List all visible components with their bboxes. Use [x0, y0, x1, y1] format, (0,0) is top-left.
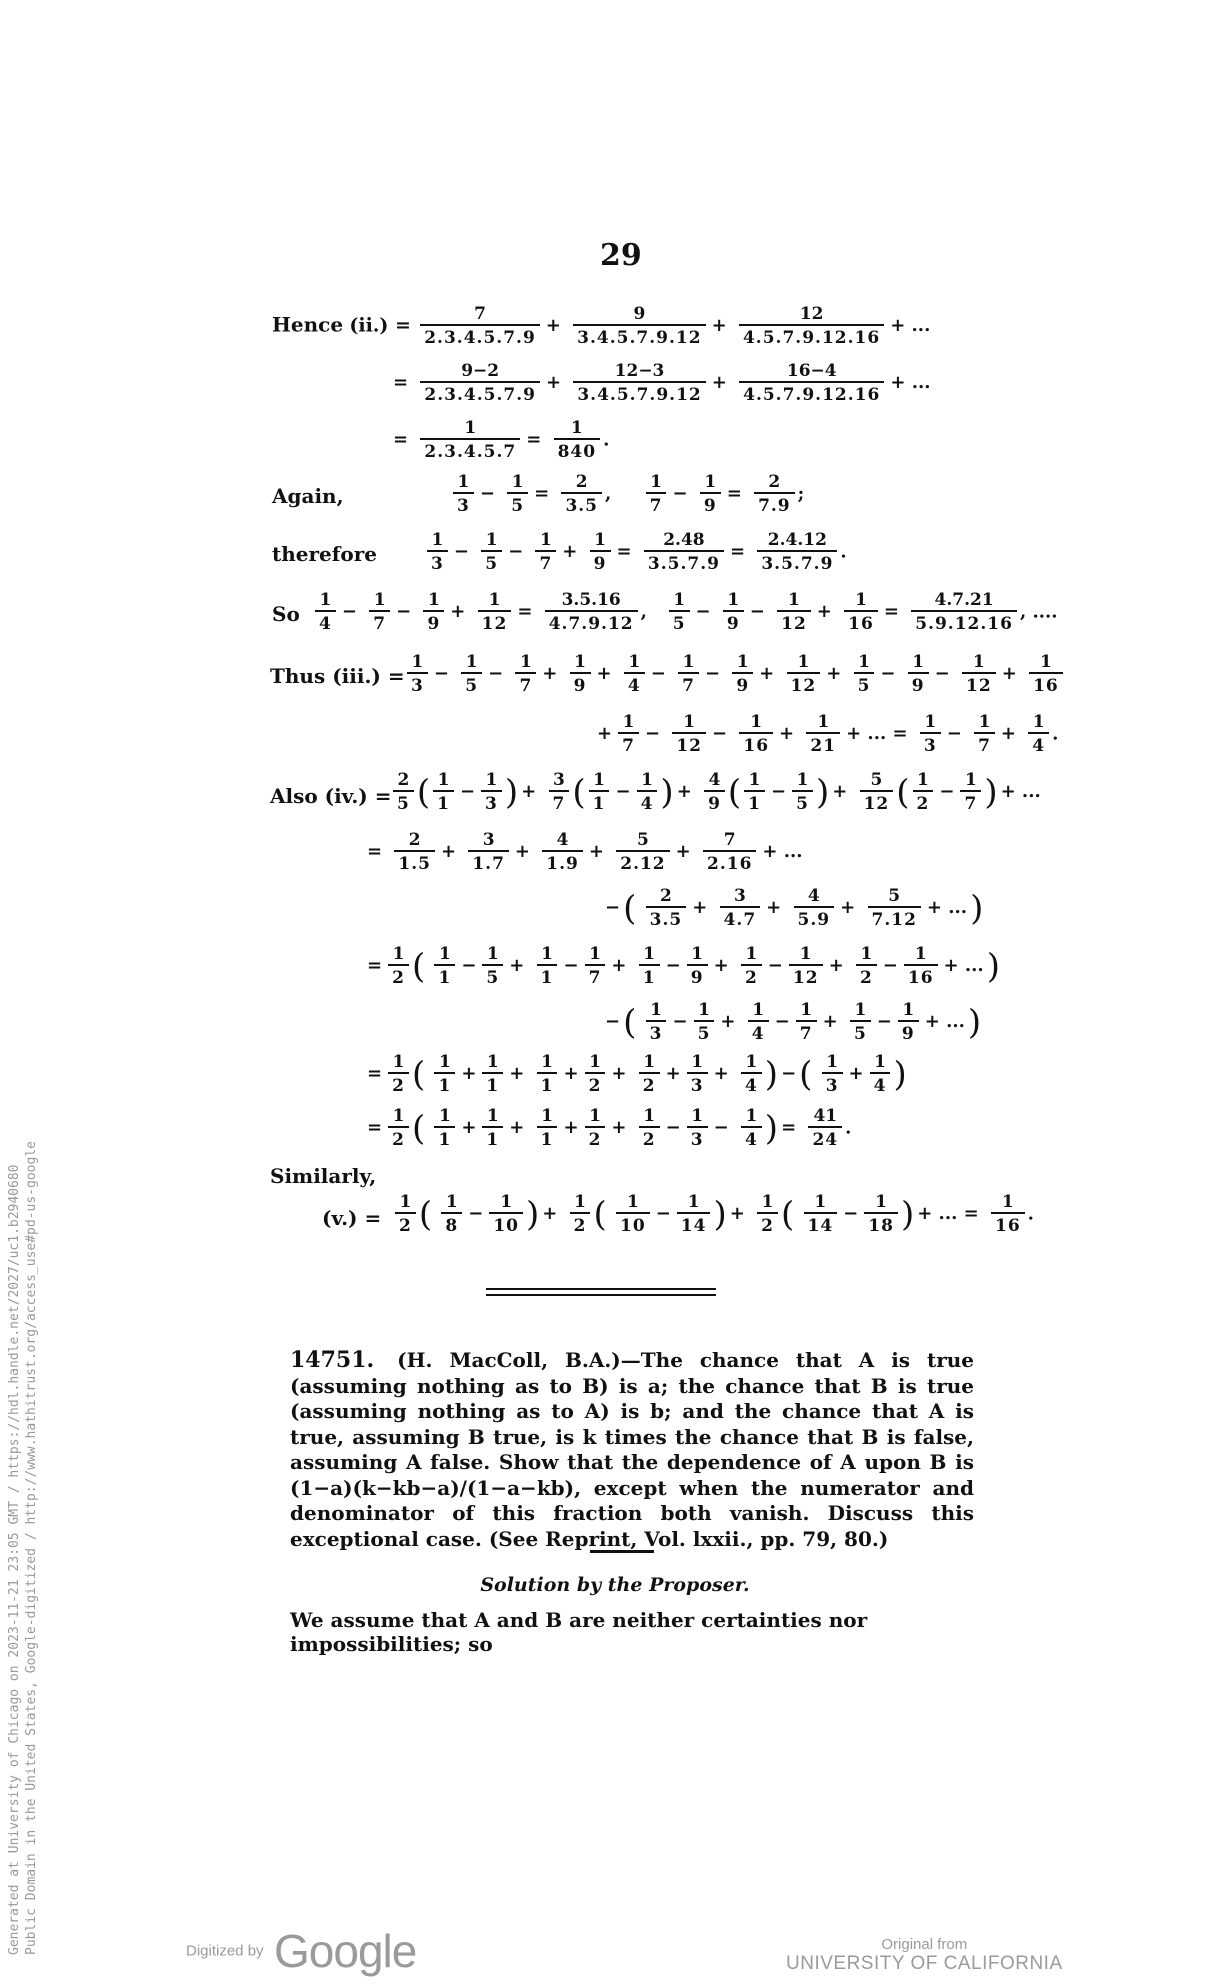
- side-watermark-line1: Generated at University of Chicago on 2023-11-21 23:05 GMT / https://hdl.handle.net/2027/uc1.b2940680: [7, 1164, 22, 1955]
- equation-iv-line7: = $\frac{1}{2}$ ( $\frac{1}{1}$ + $\frac{1}{1}$ + $\frac{1}{1}$ + $\frac{1}{2}$ + $\frac{1}{2}$ − $\frac{1}{3}$ − $\frac{1}{4}$ ) = $\frac{41}{24}$ .: [367, 1106, 852, 1151]
- problem-paragraph: [290, 1348, 974, 1552]
- again-label: Again,: [272, 484, 344, 508]
- problem-number: 14751.: [290, 1347, 375, 1373]
- equation-iv-line4: = $\frac{1}{2}$ ( $\frac{1}{1}$ − $\frac{1}{5}$ + $\frac{1}{1}$ − $\frac{1}{7}$ + $\frac{1}{1}$ − $\frac{1}{9}$ + $\frac{1}{2}$ − $\frac{1}{12}$ + $\frac{1}{2}$ − $\frac{1}{16}$ + ...): [367, 944, 1000, 989]
- original-from: [786, 1936, 1063, 1975]
- section-divider-top: [486, 1288, 716, 1290]
- university-label: UNIVERSITY OF CALIFORNIA: [786, 1953, 1063, 1974]
- original-from-label: Original from: [881, 1936, 968, 1953]
- short-divider: [590, 1550, 654, 1553]
- so-label: So: [272, 602, 300, 626]
- equation-ii-line1: Hence (ii.) = $\frac{7}{2.3.4.5.7.9}$ + $\frac{9}{3.4.5.7.9.12}$ + $\frac{12}{4.5.7.9.12.16}$ + ...: [272, 304, 931, 349]
- also-label: Also (iv.) =: [270, 784, 392, 808]
- equation-iv-line5: −( $\frac{1}{3}$ − $\frac{1}{5}$ + $\frac{1}{4}$ − $\frac{1}{7}$ + $\frac{1}{5}$ − $\frac{1}{9}$ + ...): [605, 1000, 982, 1045]
- equation-again: $\frac{1}{3}$ − $\frac{1}{5}$ = $\frac{2}{3.5}$ , $\frac{1}{7}$ − $\frac{1}{9}$ = $\frac{2}{7.9}$ ;: [450, 472, 804, 517]
- equation-iv-line2: = $\frac{2}{1.5}$ + $\frac{3}{1.7}$ + $\frac{4}{1.9}$ + $\frac{5}{2.12}$ + $\frac{7}{2.16}$ + ...: [367, 830, 803, 875]
- equation-iv-line3: −( $\frac{2}{3.5}$ + $\frac{3}{4.7}$ + $\frac{4}{5.9}$ + $\frac{5}{7.12}$ + ...): [605, 886, 984, 931]
- similarly-label: Similarly,: [270, 1164, 377, 1188]
- page-number: 29: [600, 238, 642, 273]
- side-watermark: [6, 1141, 40, 1955]
- thus-label: Thus (iii.) =: [270, 664, 405, 688]
- problem-text: —The chance that A is true (assuming nothing as to B) is a; the chance that B is true (assuming nothing as to A) is b; and the chance that A is true, assuming B true, is k times the chance that B is false, assuming A false. Show that the dependence of A upon B is (1−a)(k−kb−a)/(1−a−kb), except when the numerator and denominator of this fraction both vanish. Discuss this exceptional case. (See Reprint, Vol. lxxii., pp. 79, 80.): [290, 1348, 975, 1551]
- problem-author: (H. MacColl, B.A.): [397, 1348, 621, 1372]
- equation-ii-line3: = $\frac{1}{2.3.4.5.7}$ = $\frac{1}{840}$ .: [393, 418, 610, 463]
- equation-iii-line1: $\frac{1}{3}$ − $\frac{1}{5}$ − $\frac{1}{7}$ + $\frac{1}{9}$ + $\frac{1}{4}$ − $\frac{1}{7}$ − $\frac{1}{9}$ + $\frac{1}{12}$ + $\frac{1}{5}$ − $\frac{1}{9}$ − $\frac{1}{12}$ + $\frac{1}{16}$: [404, 652, 1066, 697]
- v-label: (v.) =: [322, 1206, 382, 1230]
- equation-v: $\frac{1}{2}$ ( $\frac{1}{8}$ − $\frac{1}{10}$ ) + $\frac{1}{2}$ ( $\frac{1}{10}$ − $\frac{1}{14}$ ) + $\frac{1}{2}$ ( $\frac{1}{14}$ − $\frac{1}{18}$ ) + ... = $\frac{1}{16}$ .: [392, 1192, 1034, 1237]
- section-divider-bottom: [486, 1294, 716, 1296]
- equation-iv-line1: $\frac{2}{5}$ ( $\frac{1}{1}$ − $\frac{1}{3}$ ) + $\frac{3}{7}$ ( $\frac{1}{1}$ − $\frac{1}{4}$ ) + $\frac{4}{9}$ ( $\frac{1}{1}$ − $\frac{1}{5}$ ) + $\frac{5}{12}$ ( $\frac{1}{2}$ − $\frac{1}{7}$ ) + ...: [390, 770, 1044, 815]
- solution-heading: Solution by the Proposer.: [480, 1574, 750, 1596]
- equation-ii-line2: = $\frac{9-2}{2.3.4.5.7.9}$ + $\frac{12-3}{3.4.5.7.9.12}$ + $\frac{16-4}{4.5.7.9.12.16}$ + ...: [393, 361, 931, 406]
- digitized-by-label: Digitized by: [186, 1942, 264, 1960]
- therefore-label: therefore: [272, 542, 377, 566]
- digitized-by-google: [186, 1924, 416, 1978]
- equation-iii-line2: + $\frac{1}{7}$ − $\frac{1}{12}$ − $\frac{1}{16}$ + $\frac{1}{21}$ + ... = $\frac{1}{3}$ − $\frac{1}{7}$ + $\frac{1}{4}$ .: [597, 712, 1059, 757]
- equation-so: $\frac{1}{4}$ − $\frac{1}{7}$ − $\frac{1}{9}$ + $\frac{1}{12}$ = $\frac{3.5.16}{4.7.9.12}$ , $\frac{1}{5}$ − $\frac{1}{9}$ − $\frac{1}{12}$ + $\frac{1}{16}$ = $\frac{4.7.21}{5.9.12.16}$ , ....: [312, 590, 1058, 635]
- google-logo: Google: [274, 1925, 417, 1977]
- side-watermark-line2: Public Domain in the United States, Google-digitized / http://www.hathitrust.org/access_use#pd-us-google: [24, 1141, 39, 1955]
- equation-iv-line6: = $\frac{1}{2}$ ( $\frac{1}{1}$ + $\frac{1}{1}$ + $\frac{1}{1}$ + $\frac{1}{2}$ + $\frac{1}{2}$ + $\frac{1}{3}$ + $\frac{1}{4}$ ) −( $\frac{1}{3}$ + $\frac{1}{4}$ ): [367, 1052, 907, 1097]
- solution-first-line: We assume that A and B are neither certainties nor impossibilities; so: [290, 1608, 868, 1656]
- hence-label: Hence: [272, 312, 344, 337]
- equation-therefore: $\frac{1}{3}$ − $\frac{1}{5}$ − $\frac{1}{7}$ + $\frac{1}{9}$ = $\frac{2.48}{3.5.7.9}$ = $\frac{2.4.12}{3.5.7.9}$ .: [424, 530, 847, 575]
